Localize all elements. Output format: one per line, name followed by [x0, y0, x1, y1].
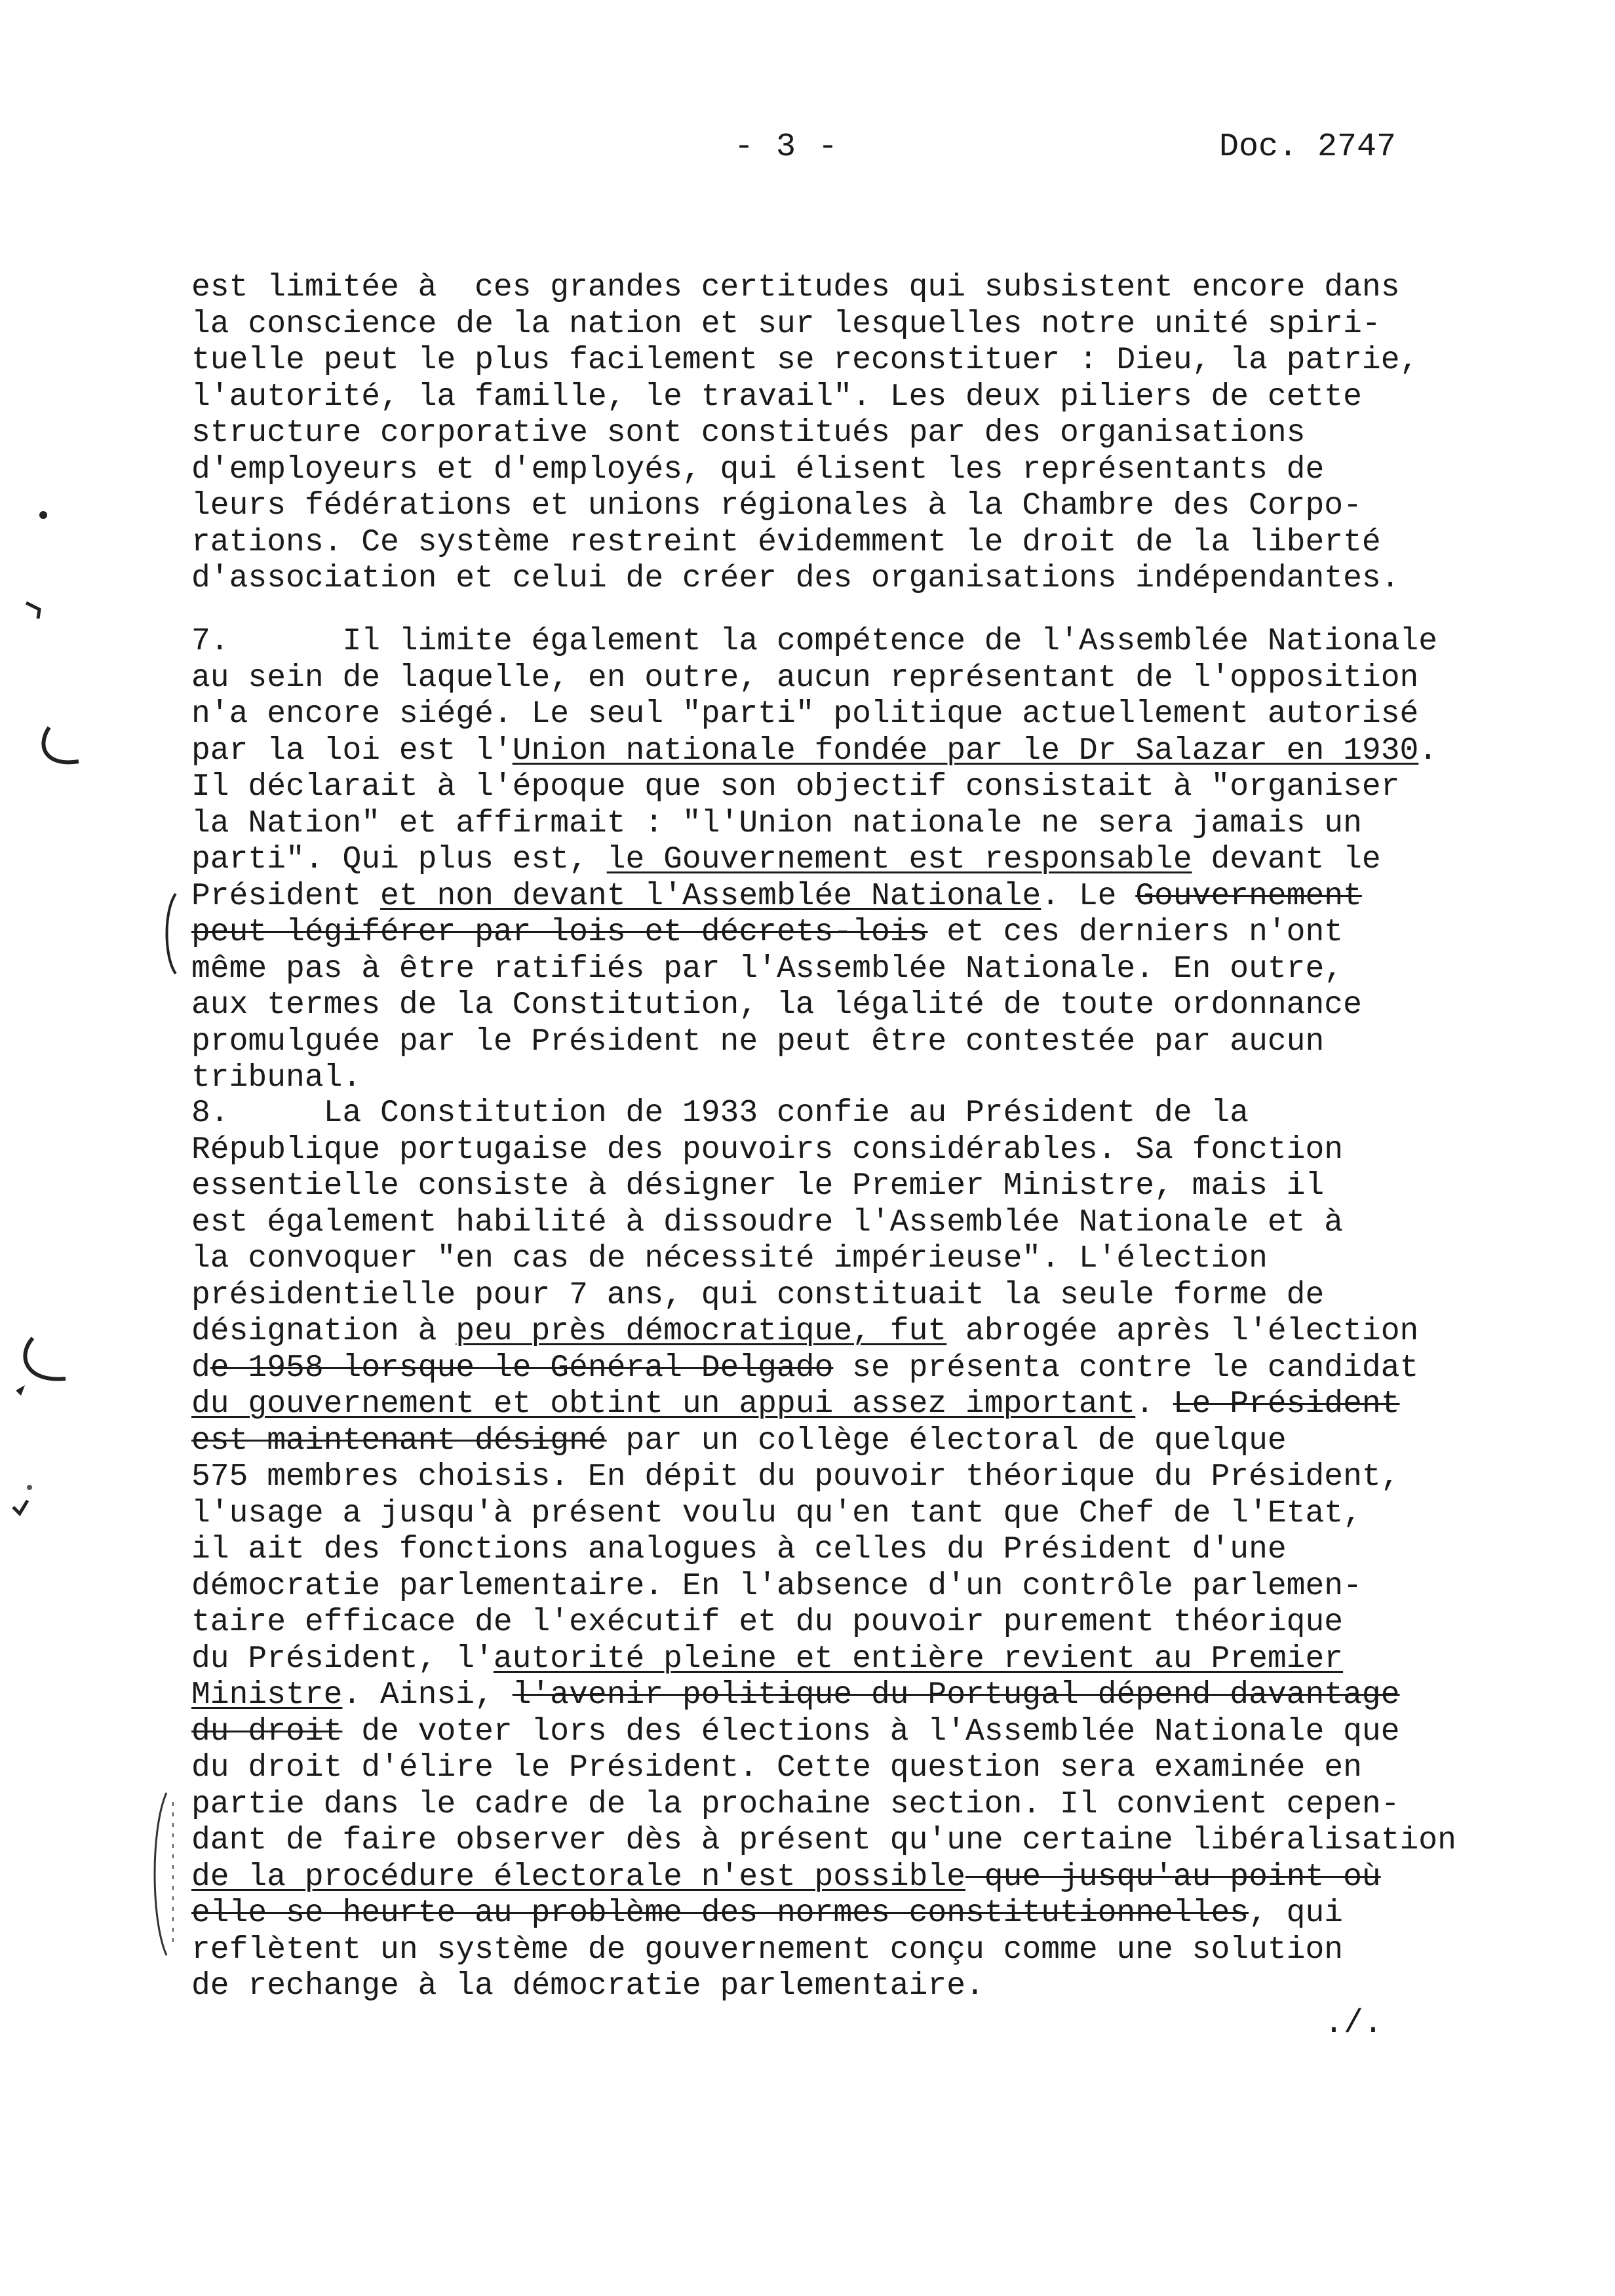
text-line: Ministre. Ainsi, l'avenir politique du Portugal dépend davantage	[191, 1677, 1400, 1713]
text-line: est maintenant désigné par un collège électoral de quelque	[191, 1423, 1287, 1459]
text-line: 575 membres choisis. En dépit du pouvoir théorique du Président,	[191, 1459, 1400, 1495]
text-line: du gouvernement et obtint un appui assez important. Le Président	[191, 1387, 1400, 1422]
handwritten-strike: peut légiférer par lois et décrets-lois	[191, 915, 928, 950]
continuation-mark: ./.	[1324, 2005, 1384, 2042]
text-line: parti". Qui plus est, le Gouvernement est responsable devant le	[191, 842, 1381, 877]
handwritten-strike: que jusqu'au point où	[965, 1859, 1381, 1895]
handwritten-underline: de la procédure électorale n'est possible	[191, 1859, 965, 1895]
text-line	[191, 1860, 1528, 1896]
handwritten-strike: l'avenir politique du Portugal dépend davantage	[512, 1677, 1400, 1713]
text-line: partie dans le cadre de la prochaine section. Il convient cepen-	[191, 1786, 1400, 1822]
handwritten-strike: Gouvernement	[1135, 878, 1362, 914]
text-line: du Président, l'autorité pleine et entière revient au Premier	[191, 1641, 1344, 1677]
text-line: est limitée à ces grandes certitudes qui subsistent encore dans	[191, 270, 1400, 305]
text-line: peut légiférer par lois et décrets-lois et ces derniers n'ont	[191, 915, 1344, 950]
text-line: tuelle peut le plus facilement se reconstituer : Dieu, la patrie,	[191, 343, 1419, 378]
paragraph-7	[191, 624, 1528, 1097]
handwritten-underline: Ministre	[191, 1677, 343, 1713]
paragraph-8	[191, 1096, 1528, 2005]
text-line: structure corporative sont constitués par des organisations	[191, 415, 1306, 451]
text-line: Président et non devant l'Assemblée Nationale. Le Gouvernement	[191, 878, 1362, 914]
handwritten-underline: le Gouvernement est responsable	[606, 842, 1192, 877]
paragraph-number: 8.	[191, 1096, 229, 1131]
intro-paragraph	[191, 270, 1528, 598]
text-line: taire efficace de l'exécutif et du pouvoir purement théorique	[191, 1605, 1344, 1640]
text-line: d'association et celui de créer des organisations indépendantes.	[191, 561, 1400, 596]
text-line: l'usage a jusqu'à présent voulu qu'en tant que Chef de l'Etat,	[191, 1495, 1362, 1531]
text-line: est également habilité à dissoudre l'Assemblée Nationale et à	[191, 1204, 1344, 1240]
margin-bracket-mark	[157, 891, 184, 976]
document-reference: Doc. 2747	[1219, 128, 1397, 166]
text-line: tribunal.	[191, 1060, 362, 1096]
handwritten-underline: et non devant l'Assemblée Nationale	[380, 878, 1041, 914]
text-line: République portugaise des pouvoirs considérables. Sa fonction	[191, 1132, 1344, 1168]
handwritten-underline: autorité pleine et entière revient au Premier	[493, 1641, 1344, 1677]
margin-ink-mark	[0, 1461, 46, 1527]
handwritten-strike: e 1958 lorsque le Général Delgado	[210, 1350, 834, 1386]
text-line: au sein de laquelle, en outre, aucun représentant de l'opposition	[191, 660, 1419, 696]
text-line: démocratie parlementaire. En l'absence d'un contrôle parlemen-	[191, 1568, 1362, 1604]
margin-hook-mark	[7, 1330, 79, 1402]
margin-hook-mark	[33, 721, 92, 780]
text-line: de rechange à la démocratie parlementaire.	[191, 1968, 984, 2004]
text-line: désignation à peu près démocratique, fut abrogée après l'élection	[191, 1314, 1419, 1349]
handwritten-strike: du droit	[191, 1713, 343, 1750]
text-line: même pas à être ratifiés par l'Assemblée Nationale. En outre,	[191, 951, 1344, 987]
text-line: la Nation" et affirmait : "l'Union nationale ne sera jamais un	[191, 805, 1362, 841]
text-line: elle se heurte au problème des normes constitutionnelles, qui	[191, 1896, 1344, 1931]
margin-tick-mark	[20, 590, 59, 629]
text-line: d'employeurs et d'employés, qui élisent les représentants de	[191, 451, 1325, 488]
handwritten-underline: Union nationale fondée par le Dr Salazar en 1930	[512, 733, 1419, 769]
text-line: présidentielle pour 7 ans, qui constituait la seule forme de	[191, 1277, 1325, 1313]
text-line: promulguée par le Président ne peut être contestée par aucun	[191, 1024, 1325, 1060]
paragraph-number: 7.	[191, 624, 229, 659]
text-line: la convoquer "en cas de nécessité impérieuse". L'élection	[191, 1241, 1268, 1276]
text-line: du droit d'élire le Président. Cette question sera examinée en	[191, 1750, 1362, 1786]
handwritten-underline: peu près démocratique, fut	[456, 1314, 947, 1349]
text-line: Il déclarait à l'époque que son objectif consistait à "organiser	[191, 769, 1400, 805]
text-line: de 1958 lorsque le Général Delgado se présenta contre le candidat	[191, 1350, 1419, 1386]
page-number: - 3 -	[733, 128, 840, 166]
text-line: dant de faire observer dès à présent qu'une certaine libéralisation	[191, 1823, 1456, 1858]
margin-dot-mark	[26, 498, 66, 537]
margin-bracket-mark	[144, 1789, 177, 1959]
text-line: aux termes de la Constitution, la légalité de toute ordonnance	[191, 987, 1362, 1023]
text-line: la conscience de la nation et sur lesquelles notre unité spiri-	[191, 306, 1381, 342]
handwritten-strike: est maintenant désigné	[191, 1423, 607, 1459]
text-line: rations. Ce système restreint évidemment le droit de la liberté	[191, 524, 1381, 560]
text-line: 7. Il limite également la compétence de l'Assemblée Nationale	[191, 624, 1438, 659]
text-line: reflètent un système de gouvernement conçu comme une solution	[191, 1932, 1344, 1968]
text-line: l'autorité, la famille, le travail". Les deux piliers de cette	[191, 379, 1362, 415]
text-line: n'a encore siégé. Le seul "parti" politique actuellement autorisé	[191, 697, 1419, 732]
text-line: 8. La Constitution de 1933 confie au Président de la	[191, 1096, 1249, 1131]
text-line: du droit de voter lors des élections à l'Assemblée Nationale que	[191, 1713, 1400, 1750]
handwritten-underline: du gouvernement et obtint un appui assez important	[191, 1387, 1136, 1422]
text-line: leurs fédérations et unions régionales à la Chambre des Corpo-	[191, 488, 1362, 524]
handwritten-strike: elle se heurte au problème des normes constitutionnelles	[191, 1896, 1249, 1931]
text-line: il ait des fonctions analogues à celles du Président d'une	[191, 1532, 1287, 1567]
handwritten-strike: Le Président	[1173, 1387, 1400, 1422]
text-line: par la loi est l'Union nationale fondée par le Dr Salazar en 1930.	[191, 733, 1438, 769]
text-line: essentielle consiste à désigner le Premier Ministre, mais il	[191, 1168, 1325, 1204]
